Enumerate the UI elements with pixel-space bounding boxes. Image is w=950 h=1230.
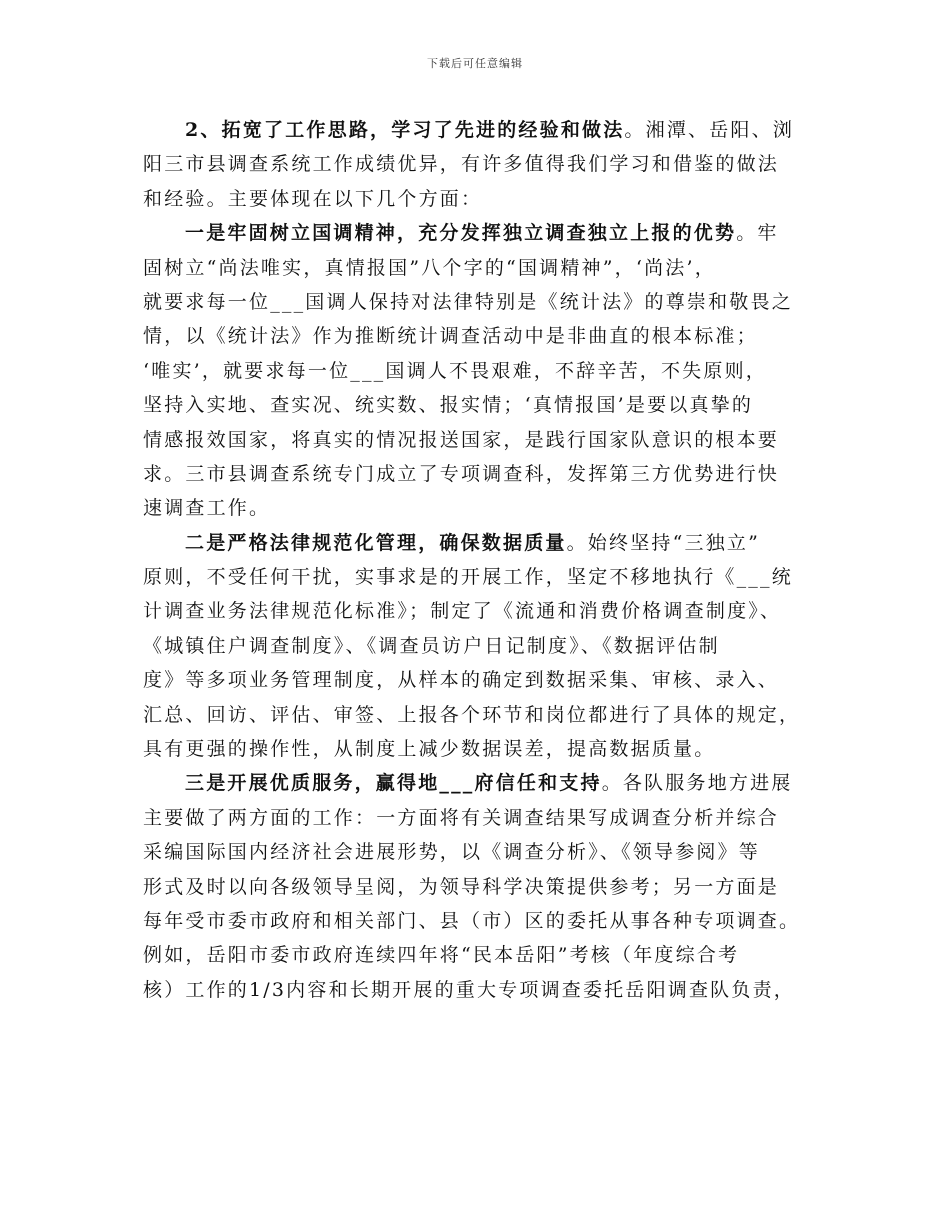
text-run: ‘唯实’，就要求每一位___国调人不畏艰难，不辞辛苦，不失原则， — [143, 359, 767, 382]
page-header: 下载后可任意编辑 — [427, 57, 523, 70]
text-line — [143, 526, 827, 560]
text-line — [143, 801, 827, 835]
text-line — [143, 560, 827, 594]
text-line — [143, 629, 827, 663]
text-line — [143, 285, 827, 319]
text-run: 固树立“尚法唯实，真情报国”八个字的“国调精神”，‘尚法’， — [143, 256, 716, 279]
text-run: 形式及时以向各级领导呈阅，为领导科学决策提供参考；另一方面是 — [143, 875, 780, 898]
text-run: 速调查工作。 — [143, 497, 271, 520]
text-line — [143, 594, 827, 628]
text-run: 度》等多项业务管理制度，从样本的确定到数据采集、审核、录入、 — [143, 669, 780, 692]
text-run: 。各队服务地方进展 — [601, 772, 793, 795]
text-line — [143, 216, 827, 250]
text-line — [143, 870, 827, 904]
text-line — [143, 698, 827, 732]
text-run: 核）工作的1/3内容和长期开展的重大专项调查委托岳阳调查队负责， — [143, 978, 795, 1001]
text-run: 具有更强的操作性，从制度上减少数据误差，提高数据质量。 — [143, 738, 716, 761]
text-run: 主要做了两方面的工作：一方面将有关调查结果写成调查分析并综合 — [143, 806, 780, 829]
text-line — [143, 732, 827, 766]
document-body — [143, 113, 827, 1007]
text-line — [143, 182, 827, 216]
text-run: 情感报效国家，将真实的情况报送国家，是践行国家队意识的根本要 — [143, 428, 780, 451]
text-line — [143, 319, 827, 353]
text-run: 例如，岳阳市委市政府连续四年将“民本岳阳”考核（年度综合考 — [143, 944, 740, 967]
text-run: 汇总、回访、评估、审签、上报各个环节和岗位都进行了具体的规定， — [143, 703, 801, 726]
text-run: 计调查业务法律规范化标准》；制定了《流通和消费价格调查制度》、 — [143, 600, 782, 623]
text-run: 就要求每一位___国调人保持对法律特别是《统计法》的尊崇和敬畏之 — [143, 290, 793, 313]
text-line — [143, 491, 827, 525]
text-line — [143, 354, 827, 388]
text-line — [143, 251, 827, 285]
text-run: 求。三市县调查系统专门成立了专项调查科，发挥第三方优势进行快 — [143, 462, 780, 485]
text-run: 原则，不受任何干扰，实事求是的开展工作，坚定不移地执行《___统 — [143, 566, 793, 589]
text-line — [143, 423, 827, 457]
text-line — [143, 835, 827, 869]
text-run: 情，以《统计法》作为推断统计调查活动中是非曲直的根本标准； — [143, 325, 758, 348]
text-run: 阳三市县调查系统工作成绩优异，有许多值得我们学习和借鉴的做法 — [143, 153, 780, 176]
text-line — [143, 904, 827, 938]
text-run: 。湘潭、岳阳、浏 — [624, 119, 795, 141]
bold-heading: 三是开展优质服务，赢得地___府信任和支持 — [185, 772, 602, 795]
text-run: 每年受市委市政府和相关部门、县（市）区的委托从事各种专项调查。 — [143, 909, 801, 932]
text-line — [143, 973, 827, 1007]
text-run: 。牢 — [736, 222, 779, 245]
text-line — [143, 766, 827, 800]
text-line — [143, 113, 827, 147]
text-run: 坚持入实地、查实况、统实数、报实情；‘真情报国’是要以真挚的 — [143, 394, 754, 417]
text-run: 采编国际国内经济社会进展形势，以《调查分析》、《领导参阅》等 — [143, 841, 761, 864]
bold-heading: 二是严格法律规范化管理，确保数据质量 — [185, 531, 567, 554]
bold-heading: 2、拓宽了工作思路，学习了先进的经验和做法 — [185, 119, 625, 141]
text-line — [143, 663, 827, 697]
text-run: 和经验。主要体现在以下几个方面： — [143, 187, 483, 210]
bold-heading: 一是牢固树立国调精神，充分发挥独立调查独立上报的优势 — [185, 222, 737, 245]
text-line — [143, 938, 827, 972]
text-run: 。始终坚持“三独立” — [566, 531, 761, 554]
text-line — [143, 457, 827, 491]
text-line — [143, 388, 827, 422]
text-line — [143, 147, 827, 181]
text-run: 《城镇住户调查制度》、《调查员访户日记制度》、《数据评估制 — [143, 634, 720, 657]
